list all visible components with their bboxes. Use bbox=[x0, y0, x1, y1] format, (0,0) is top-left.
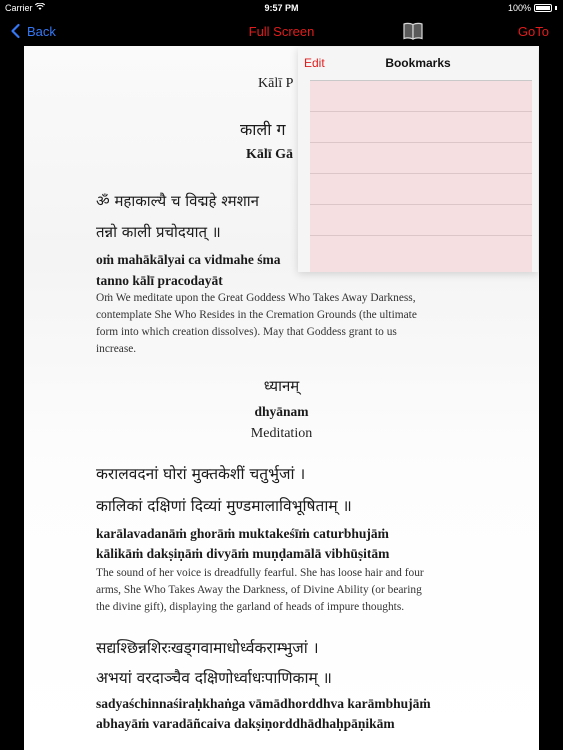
verse2-transliteration-line-1: sadyaśchinnaśiraḥkhaṅga vāmādhorddhva karāmbhujāṁ bbox=[96, 696, 431, 711]
chapter-title-sanskrit: काली ग bbox=[240, 120, 286, 139]
verse1-translation-line-3: the divine gift), displaying the garland of heads of impure thoughts. bbox=[96, 601, 405, 613]
verse1-translation-line-1: The sound of her voice is dreadfully fearful. She has loose hair and four bbox=[96, 567, 424, 579]
verse2-sanskrit-line-1: सद्यश्छिन्नशिरःखड्गवामाधोर्ध्वकराम्भुजां । bbox=[96, 639, 319, 657]
nav-bar bbox=[0, 16, 563, 46]
verse1-sanskrit-line-1: करालवदनां घोरां मुक्तकेशीं चतुर्भुजां । bbox=[96, 465, 306, 483]
verse2-sanskrit-line-2: अभयां वरदाञ्चैव दक्षिणोर्ध्वाधःपाणिकाम् ॥ bbox=[96, 669, 332, 687]
verse1-transliteration-line-1: karālavadanāṁ ghorāṁ muktakeśīṁ caturbhujāṁ bbox=[96, 526, 389, 541]
clock: 9:57 PM bbox=[264, 3, 299, 13]
mantra-translation-line-3: form into which creation dissolves). May that Goddess grant to us bbox=[96, 326, 397, 338]
status-bar bbox=[0, 0, 563, 16]
mantra-transliteration-line-1: oṁ mahākālyai ca vidmahe śma bbox=[96, 252, 281, 267]
verse1-translation-line-2: arms, She Who Takes Away the Darkness, of Divine Ability (or bearing bbox=[96, 584, 422, 596]
carrier-name: Carrier bbox=[5, 3, 33, 13]
bookmark-row[interactable] bbox=[310, 235, 532, 266]
battery-percent: 100% bbox=[507, 3, 531, 13]
verse1-transliteration-line-2: kālikāṁ dakṣiṇāṁ divyāṁ muṇḍamālā vibhūṣitām bbox=[96, 546, 390, 561]
chevron-left-icon bbox=[8, 23, 24, 39]
battery-indicator bbox=[508, 3, 557, 13]
full-screen-button[interactable]: Full Screen bbox=[248, 24, 315, 39]
bookmarks-list[interactable] bbox=[310, 80, 532, 272]
dhyanam-translation: Meditation bbox=[250, 426, 313, 441]
battery-tip bbox=[555, 6, 557, 10]
bookmarks-popover bbox=[298, 47, 538, 272]
mantra-translation-line-2: contemplate She Who Resides in the Cremation Grounds (the ultimate bbox=[96, 309, 417, 321]
mantra-translation-line-4: increase. bbox=[96, 343, 137, 355]
mantra-sanskrit-line-2: तन्नो काली प्रचोदयात् ॥ bbox=[96, 223, 221, 241]
verse1-sanskrit-line-2: कालिकां दक्षिणां दिव्यां मुण्डमालाविभूषिताम् ॥ bbox=[96, 497, 352, 515]
bookmark-row[interactable] bbox=[310, 80, 532, 111]
dhyanam-transliteration: dhyānam bbox=[254, 404, 309, 419]
bookmark-row[interactable] bbox=[310, 111, 532, 142]
bookmarks-book-icon[interactable] bbox=[402, 20, 424, 42]
chapter-title-transliteration: Kālī Gā bbox=[246, 147, 294, 162]
mantra-sanskrit-line-1: ॐ महाकाल्यै च विद्महे श्मशान bbox=[96, 192, 259, 210]
bookmark-row[interactable] bbox=[310, 204, 532, 235]
back-button[interactable] bbox=[8, 23, 56, 39]
page-header: Kālī P bbox=[258, 76, 294, 91]
bookmarks-title: Bookmarks bbox=[385, 56, 451, 70]
battery-icon bbox=[534, 4, 552, 12]
goto-button[interactable]: GoTo bbox=[517, 24, 549, 39]
verse2-transliteration-line-2: abhayāṁ varadāñcaiva dakṣiṇorddhādhaḥpāṇikām bbox=[96, 716, 395, 731]
dhyanam-sanskrit: ध्यानम् bbox=[263, 377, 300, 395]
bookmark-row[interactable] bbox=[310, 173, 532, 204]
full-screen-container bbox=[0, 24, 563, 39]
edit-bookmarks-button[interactable]: Edit bbox=[304, 56, 325, 70]
mantra-translation-line-1: Oṁ We meditate upon the Great Goddess Who Takes Away Darkness, bbox=[96, 292, 416, 304]
back-label: Back bbox=[27, 23, 56, 39]
mantra-transliteration-line-2: tanno kālī pracodayāt bbox=[96, 273, 223, 288]
bookmark-row[interactable] bbox=[310, 142, 532, 173]
